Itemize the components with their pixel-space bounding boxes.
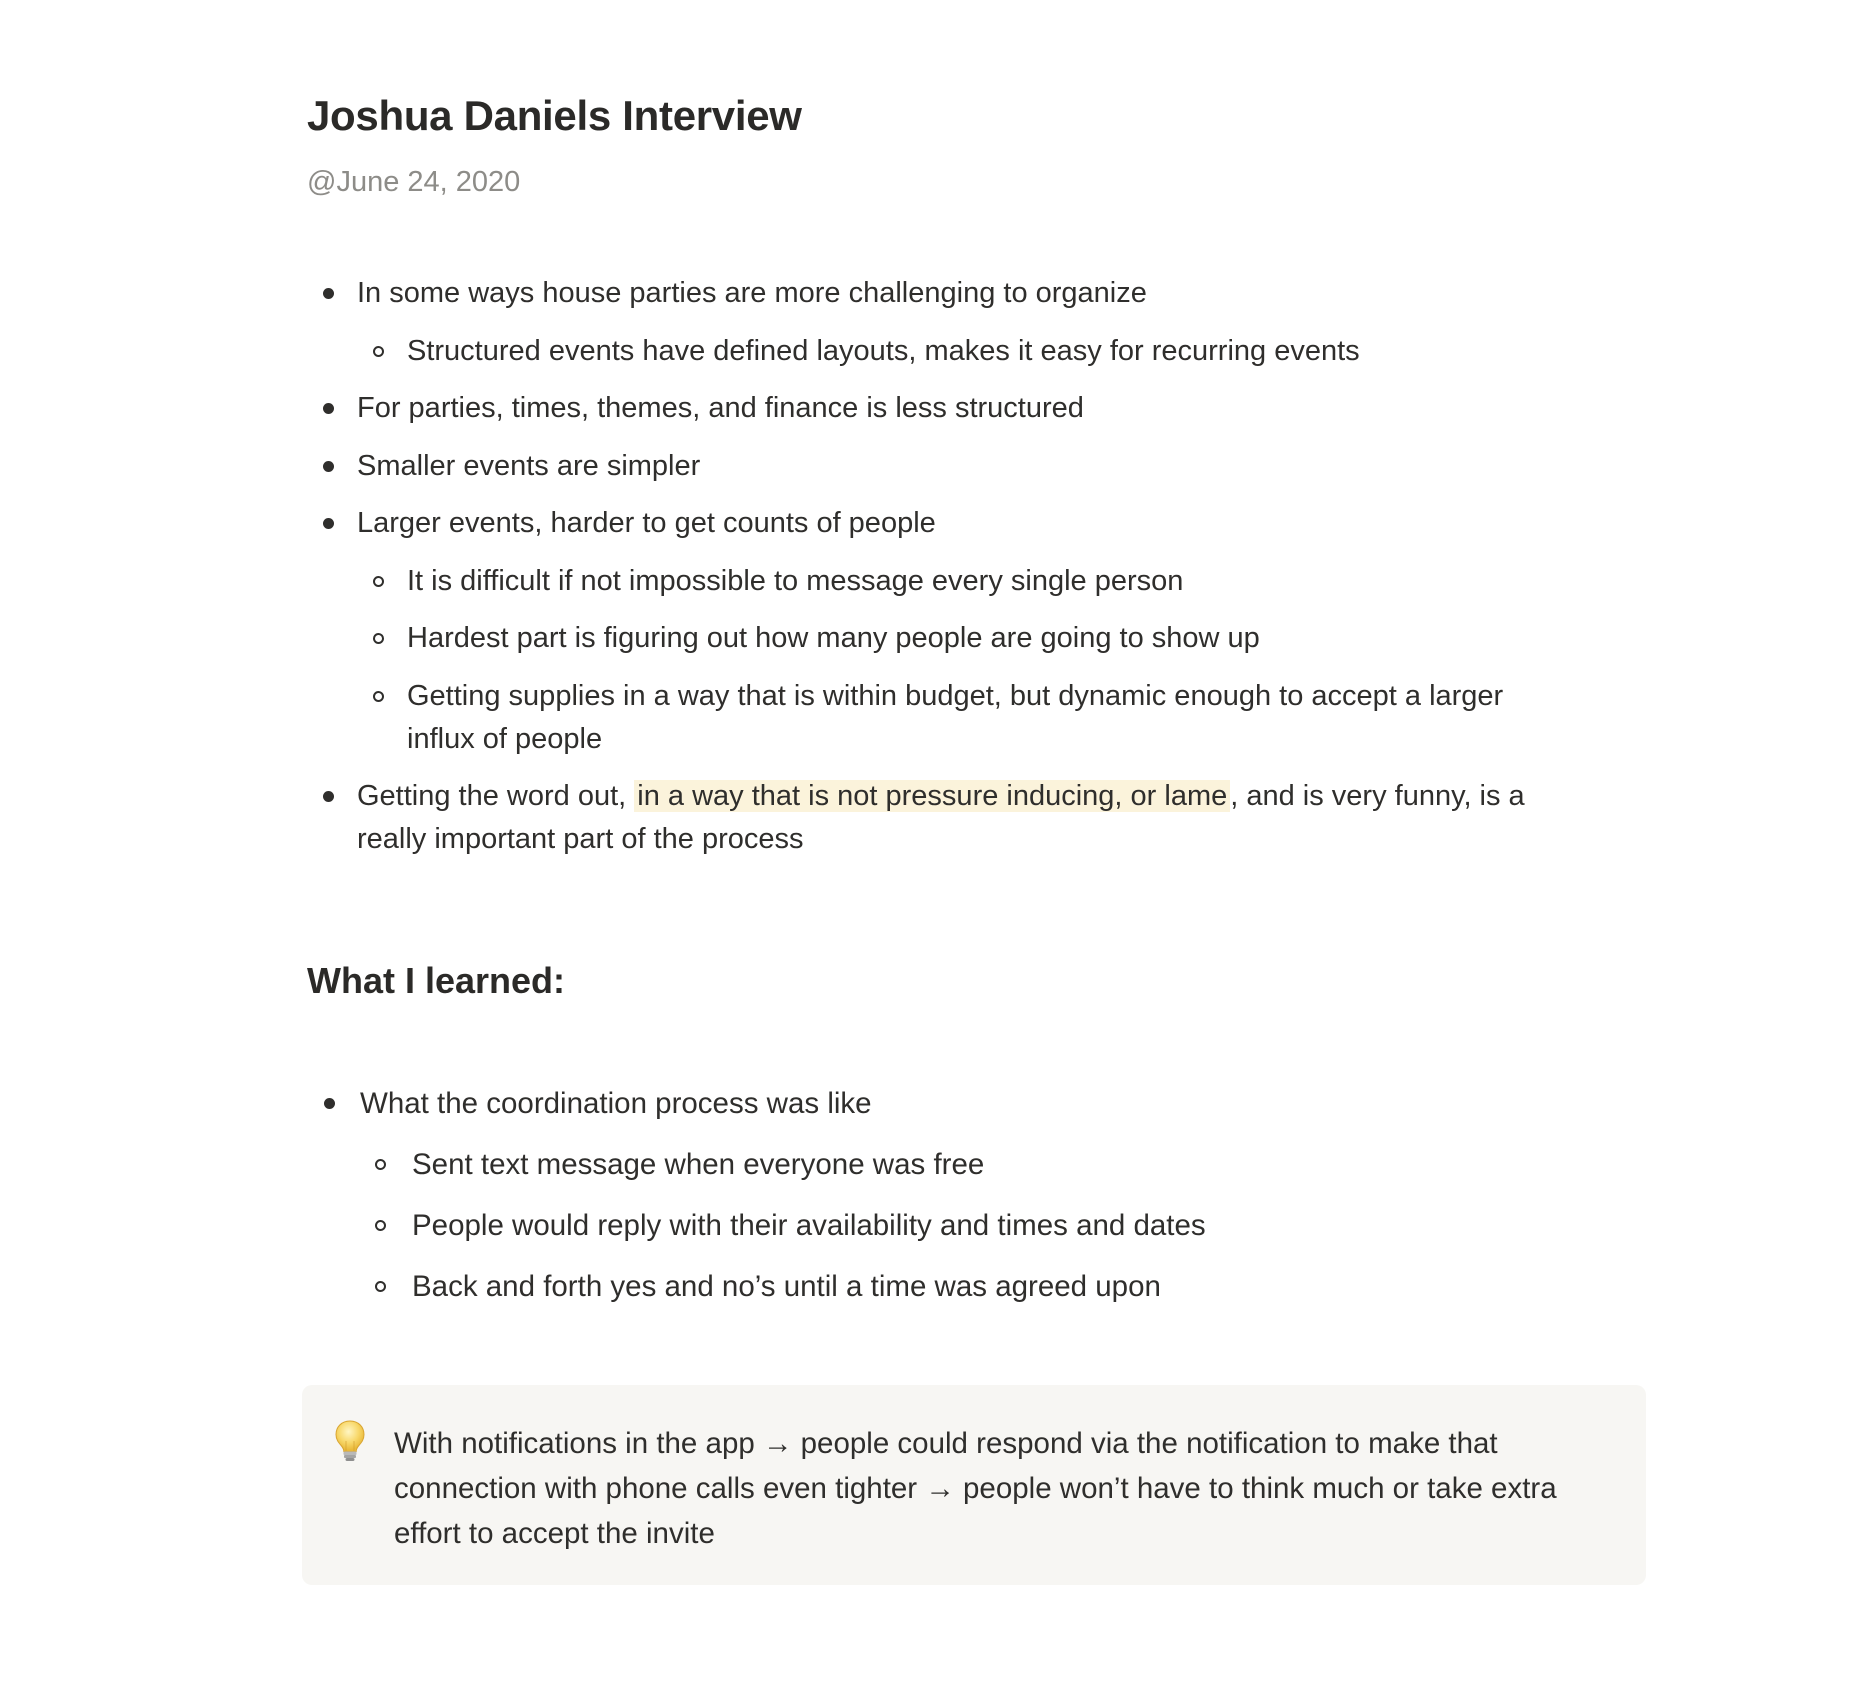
- list-item[interactable]: [307, 387, 1567, 430]
- list-item-text: Larger events, harder to get counts of people: [357, 507, 936, 539]
- bullet-circle-icon: [373, 633, 384, 644]
- list-item[interactable]: [307, 1143, 1567, 1186]
- bullet-circle-icon: [375, 1281, 386, 1292]
- bullet-dot-icon: [323, 791, 334, 802]
- list-item[interactable]: [307, 560, 1567, 603]
- bullet-dot-icon: [324, 1098, 335, 1109]
- list-item[interactable]: [307, 1204, 1567, 1247]
- list-item-text: People would reply with their availability and times and dates: [412, 1209, 1206, 1242]
- list-item-text-after: , and is very funny, is a really important part of the process: [357, 780, 1525, 855]
- learned-list: [307, 1082, 1567, 1326]
- lightbulb-icon[interactable]: [332, 1419, 368, 1463]
- bullet-dot-icon: [323, 461, 334, 472]
- bullet-circle-icon: [373, 346, 384, 357]
- bullet-dot-icon: [323, 403, 334, 414]
- notes-list: [307, 272, 1567, 876]
- list-item-highlighted[interactable]: [307, 775, 1567, 861]
- section-heading-learned[interactable]: What I learned:: [307, 960, 566, 1001]
- list-item-text: Structured events have defined layouts, makes it easy for recurring events: [407, 334, 1360, 367]
- bullet-dot-icon: [323, 288, 334, 299]
- list-item[interactable]: [307, 617, 1567, 660]
- list-item-text: Sent text message when everyone was free: [412, 1148, 985, 1181]
- list-item-text: Back and forth yes and no’s until a time was agreed upon: [412, 1270, 1161, 1303]
- bullet-circle-icon: [375, 1220, 386, 1231]
- bullet-dot-icon: [323, 518, 334, 529]
- callout-block[interactable]: [302, 1385, 1646, 1585]
- list-item-text: Smaller events are simpler: [357, 449, 701, 482]
- list-item[interactable]: [307, 675, 1567, 761]
- list-item[interactable]: [307, 445, 1567, 488]
- list-item-text: In some ways house parties are more challenging to organize: [357, 277, 1147, 309]
- list-item-text: For parties, times, themes, and finance is less structured: [357, 392, 1084, 424]
- list-item[interactable]: [307, 1082, 1567, 1125]
- highlighted-text: in a way that is not pressure inducing, or lame: [634, 780, 1230, 812]
- list-item-text: What the coordination process was like: [360, 1087, 872, 1120]
- list-item[interactable]: [307, 330, 1567, 373]
- list-item[interactable]: [307, 272, 1567, 315]
- list-item-text-before: Getting the word out,: [357, 780, 627, 812]
- callout-text: With notifications in the app → people could respond via the notification to make that connection with phone calls even tighter → people won’t have to think much or take extra effort to accept the invite: [394, 1427, 1557, 1550]
- page-date[interactable]: @June 24, 2020: [307, 166, 521, 198]
- bullet-circle-icon: [375, 1159, 386, 1170]
- list-item[interactable]: [307, 502, 1567, 545]
- list-item[interactable]: [307, 1265, 1567, 1308]
- bullet-circle-icon: [373, 576, 384, 587]
- page-title[interactable]: Joshua Daniels Interview: [307, 92, 802, 139]
- bullet-circle-icon: [373, 691, 384, 702]
- list-item-text: It is difficult if not impossible to message every single person: [407, 564, 1184, 597]
- list-item-text: Getting supplies in a way that is within budget, but dynamic enough to accept a larger influx of people: [407, 679, 1504, 755]
- list-item-text: Hardest part is figuring out how many people are going to show up: [407, 622, 1260, 654]
